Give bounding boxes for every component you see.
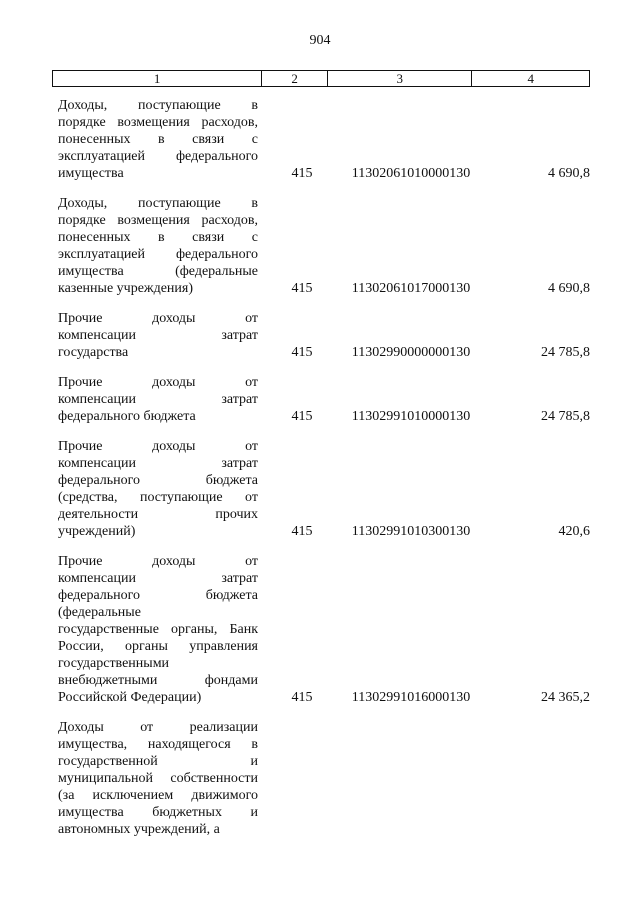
row-description: [58, 553, 258, 706]
description-line: Доходы, поступающие в: [58, 196, 258, 211]
description-line: имущества (федеральные: [58, 264, 258, 279]
description-line: эксплуатацией федерального: [58, 247, 258, 262]
header-col-4: 4: [527, 71, 534, 86]
row-description: [58, 195, 258, 297]
description-line: Прочие доходы от: [58, 554, 258, 569]
description-line: порядке возмещения расходов,: [58, 213, 258, 228]
row-description: [58, 374, 258, 425]
amount: 24 785,8: [541, 345, 590, 360]
amount: 4 690,8: [548, 166, 590, 181]
amount: 24 365,2: [541, 690, 590, 705]
description-line: имущества: [58, 166, 124, 181]
header-col-3: 3: [328, 71, 472, 86]
table-row: [58, 438, 590, 540]
description-line: внебюджетными фондами: [58, 673, 258, 688]
description-line: автономных учреждений, а: [58, 822, 220, 837]
description-line: понесенных в связи с: [58, 230, 258, 245]
table-body: [58, 97, 590, 851]
description-line: имущества бюджетных и: [58, 805, 258, 820]
description-line: Доходы от реализации: [58, 720, 258, 735]
header-col-1: 1: [53, 71, 262, 86]
table-row: [58, 310, 590, 361]
table-header: [52, 70, 590, 87]
description-line: учреждений): [58, 524, 136, 539]
admin-code: 415: [291, 524, 313, 539]
description-line: России, органы управления: [58, 639, 258, 654]
description-line: Доходы, поступающие в: [58, 98, 258, 113]
description-line: государственными: [58, 656, 170, 671]
description-line: федерального бюджета: [58, 409, 196, 424]
page-number: 904: [309, 33, 331, 48]
table-row: [58, 553, 590, 706]
amount: 4 690,8: [548, 281, 590, 296]
description-line: муниципальной собственности: [58, 771, 258, 786]
description-line: Прочие доходы от: [58, 439, 258, 454]
row-description: [58, 310, 258, 361]
description-line: понесенных в связи с: [58, 132, 258, 147]
description-line: деятельности прочих: [58, 507, 258, 522]
description-line: федерального бюджета: [58, 588, 258, 603]
description-line: эксплуатацией федерального: [58, 149, 258, 164]
description-line: порядке возмещения расходов,: [58, 115, 258, 130]
table-row: [58, 195, 590, 297]
description-line: Российской Федерации): [58, 690, 202, 705]
budget-classification-code: 11302991010300130: [351, 524, 471, 539]
description-line: федерального бюджета: [58, 473, 258, 488]
budget-classification-code: 11302991016000130: [351, 690, 471, 705]
description-line: (за исключением движимого: [58, 788, 258, 803]
table-row: [58, 374, 590, 425]
description-line: компенсации затрат: [58, 456, 258, 471]
description-line: компенсации затрат: [58, 328, 258, 343]
table-row: [58, 719, 590, 838]
budget-classification-code: 11302990000000130: [351, 345, 471, 360]
description-line: (федеральные: [58, 605, 141, 620]
budget-classification-code: 11302061010000130: [351, 166, 471, 181]
description-line: Прочие доходы от: [58, 375, 258, 390]
budget-classification-code: 11302061017000130: [351, 281, 471, 296]
description-line: государственной и: [58, 754, 258, 769]
row-description: [58, 719, 258, 838]
header-col-2: 2: [262, 71, 328, 86]
admin-code: 415: [291, 345, 313, 360]
description-line: казенные учреждения): [58, 281, 194, 296]
description-line: имущества, находящегося в: [58, 737, 258, 752]
description-line: компенсации затрат: [58, 392, 258, 407]
budget-classification-code: 11302991010000130: [351, 409, 471, 424]
admin-code: 415: [291, 409, 313, 424]
admin-code: 415: [291, 281, 313, 296]
amount: 420,6: [558, 524, 590, 539]
description-line: Прочие доходы от: [58, 311, 258, 326]
row-description: [58, 97, 258, 182]
row-description: [58, 438, 258, 540]
description-line: компенсации затрат: [58, 571, 258, 586]
description-line: государственные органы, Банк: [58, 622, 258, 637]
admin-code: 415: [291, 166, 313, 181]
table-row: [58, 97, 590, 182]
description-line: (средства, поступающие от: [58, 490, 258, 505]
description-line: государства: [58, 345, 129, 360]
amount: 24 785,8: [541, 409, 590, 424]
admin-code: 415: [291, 690, 313, 705]
